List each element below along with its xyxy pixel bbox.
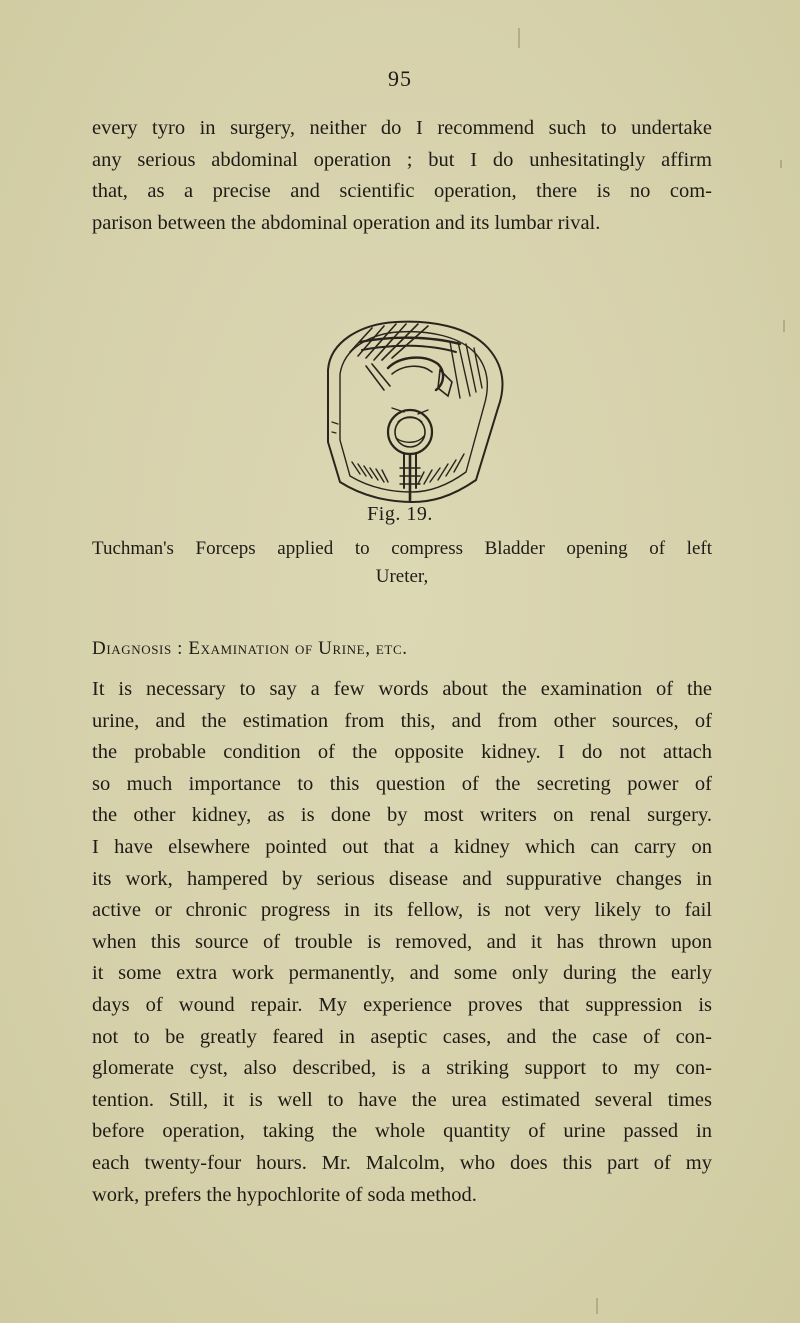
figure-caption [92, 535, 712, 591]
forceps-illustration [300, 312, 530, 512]
text-line: It is necessary to say a few words about the examination of the [92, 678, 712, 700]
paragraph-bottom [92, 674, 712, 1211]
text-line: active or chronic progress in its fellow, is not very likely to fail [92, 899, 712, 922]
text-line: that, as a precise and scientific operation, there is no com- [92, 180, 712, 203]
text-line: it some extra work permanently, and some only during the early [92, 962, 712, 985]
text-line: when this source of trouble is removed, and it has thrown upon [92, 930, 712, 953]
text-line: not to be greatly feared in aseptic cases, and the case of con- [92, 1025, 712, 1048]
text-line: before operation, taking the whole quantity of urine passed in [92, 1120, 712, 1143]
text-line: each twenty-four hours. Mr. Malcolm, who does this part of my [92, 1151, 712, 1174]
text-line: tention. Still, it is well to have the urea estimated several times [92, 1088, 712, 1111]
text-line: the probable condition of the opposite kidney. I do not attach [92, 741, 712, 764]
page-number: 95 [388, 66, 412, 91]
figure-label: Fig. 19. [367, 503, 433, 525]
paragraph-top [92, 113, 712, 239]
caption-line: Tuchman's Forceps applied to compress Bladder opening of left [92, 538, 712, 559]
paper-speck [780, 160, 782, 168]
text-line: I have elsewhere pointed out that a kidney which can carry on [92, 835, 712, 858]
section-heading: Diagnosis : Examination of Urine, etc. [92, 638, 408, 659]
text-line: its work, hampered by serious disease and suppurative changes in [92, 867, 712, 890]
text-line: work, prefers the hypochlorite of soda method. [92, 1183, 477, 1206]
paper-speck [518, 28, 520, 48]
text-line: every tyro in surgery, neither do I recommend such to undertake [92, 117, 712, 139]
paper-speck [596, 1298, 598, 1314]
paper-speck [783, 320, 785, 332]
text-line: urine, and the estimation from this, and from other sources, of [92, 709, 712, 732]
text-line: days of wound repair. My experience proves that suppression is [92, 993, 712, 1016]
text-line: parison between the abdominal operation and its lumbar rival. [92, 211, 601, 234]
text-line: so much importance to this question of the secreting power of [92, 772, 712, 795]
text-line: glomerate cyst, also described, is a striking support to my con- [92, 1057, 712, 1080]
text-line: the other kidney, as is done by most writers on renal surgery. [92, 804, 712, 827]
caption-line: Ureter, [375, 566, 429, 587]
text-line: any serious abdominal operation ; but I do unhesitatingly affirm [92, 148, 712, 171]
